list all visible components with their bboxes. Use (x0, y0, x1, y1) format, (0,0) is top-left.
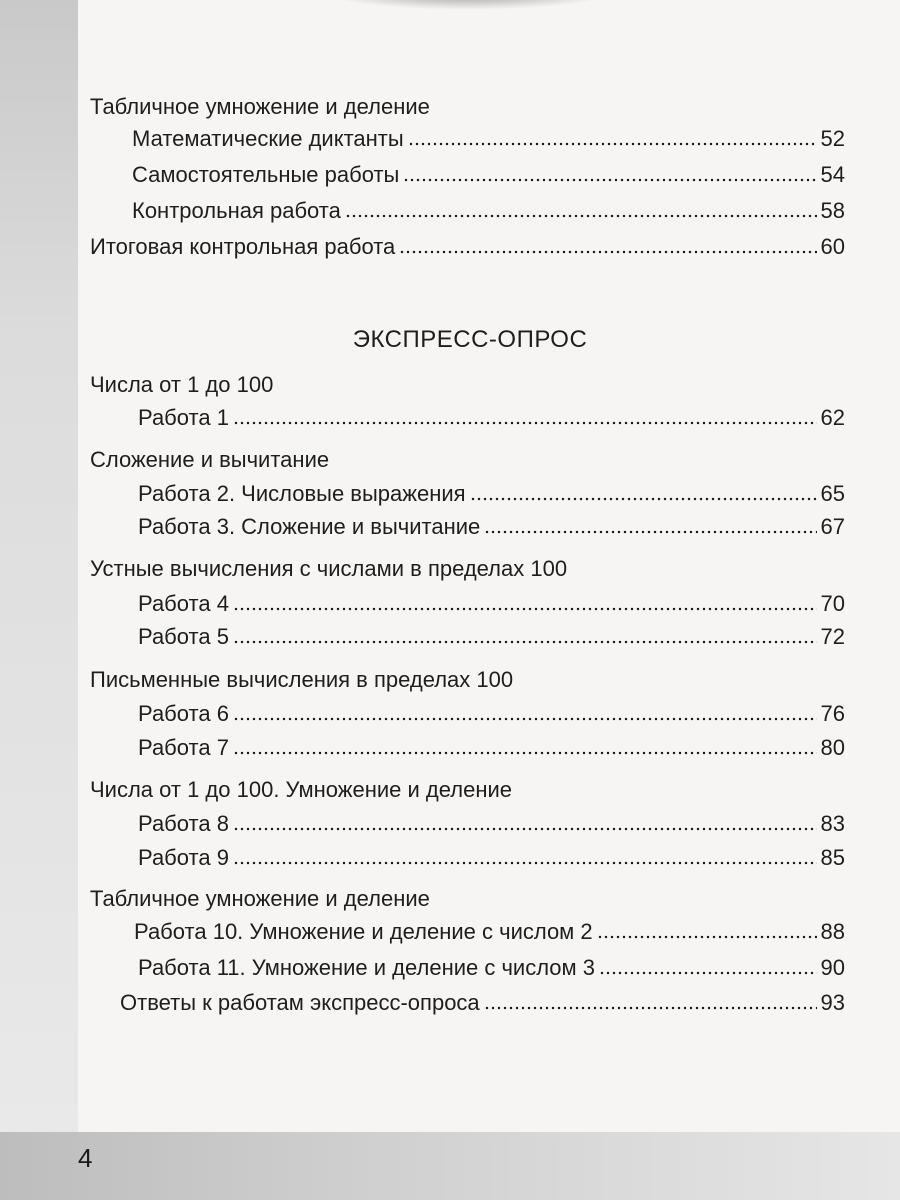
dot-leader (484, 1006, 817, 1010)
toc-entry-label: Работа 8 (138, 811, 229, 836)
toc-entry-label: Контрольная работа (132, 198, 341, 223)
toc-entry-label: Работа 7 (138, 735, 229, 760)
dot-leader (233, 861, 817, 865)
toc-group-heading: Числа от 1 до 100 (90, 372, 274, 397)
dot-leader (345, 214, 817, 218)
toc-entry-label: Математические диктанты (132, 126, 404, 151)
toc-group-heading: Табличное умножение и деление (90, 886, 430, 911)
toc-entry-page: 58 (820, 198, 845, 223)
toc-group-heading: Числа от 1 до 100. Умножение и деление (90, 777, 513, 802)
toc-entry-page: 67 (820, 514, 845, 539)
dot-leader (408, 142, 817, 146)
toc-entry-final[interactable] (90, 234, 845, 260)
toc-entry-label: Работа 10. Умножение и деление с числом 2 (134, 919, 593, 944)
toc-entry-page: 65 (820, 481, 845, 506)
page-left-margin (0, 0, 78, 1132)
dot-leader (233, 717, 817, 721)
toc-entry-page: 76 (820, 701, 845, 726)
toc-entry-label: Ответы к работам экспресс-опроса (120, 990, 480, 1015)
dot-leader (484, 530, 816, 534)
toc-entry[interactable] (138, 811, 845, 837)
toc-entry[interactable] (138, 735, 845, 761)
toc-entry-page: 93 (820, 990, 845, 1015)
toc-entry[interactable] (138, 405, 845, 431)
toc-entry-page: 85 (820, 845, 845, 870)
top-shadow (318, 0, 618, 10)
toc-entry-label: Работа 2. Числовые выражения (138, 481, 466, 506)
dot-leader (470, 497, 817, 501)
toc-entry-page: 60 (820, 234, 845, 259)
dot-leader (233, 751, 817, 755)
page-footer-band (0, 1132, 900, 1200)
toc-group-heading: Устные вычисления с числами в пределах 100 (90, 556, 568, 581)
dot-leader (597, 935, 817, 939)
toc-entry[interactable] (132, 162, 845, 188)
section-title-express: ЭКСПРЕСС-ОПРОС (352, 326, 588, 353)
toc-entry[interactable] (138, 845, 845, 871)
toc-entry-label: Итоговая контрольная работа (90, 234, 396, 259)
toc-heading-multiplication: Табличное умножение и деление (90, 94, 430, 119)
toc-entry[interactable] (132, 126, 845, 152)
toc-entry-label: Работа 11. Умножение и деление с числом 3 (138, 955, 596, 980)
toc-entry-page: 54 (820, 162, 845, 187)
toc-entry-page: 72 (820, 624, 845, 649)
toc-entry-label: Работа 5 (138, 624, 229, 649)
dot-leader (233, 421, 817, 425)
toc-entry-label: Работа 3. Сложение и вычитание (138, 514, 481, 539)
toc-entry-page: 62 (820, 405, 845, 430)
toc-entry[interactable] (138, 701, 845, 727)
toc-group-heading: Письменные вычисления в пределах 100 (90, 667, 514, 692)
toc-entry-page: 90 (820, 955, 845, 980)
dot-leader (233, 607, 817, 611)
page-number: 4 (78, 1143, 93, 1173)
dot-leader (233, 827, 817, 831)
toc-entry[interactable] (138, 624, 845, 650)
toc-entry-page: 80 (820, 735, 845, 760)
dot-leader (399, 250, 816, 254)
toc-entry-label: Работа 4 (138, 591, 229, 616)
toc-entry-page: 88 (820, 919, 845, 944)
toc-entry[interactable] (138, 591, 845, 617)
dot-leader (403, 178, 816, 182)
toc-entry[interactable] (132, 198, 845, 224)
dot-leader (599, 971, 817, 975)
toc-entry[interactable] (138, 514, 845, 540)
toc-entry[interactable] (134, 919, 845, 945)
toc-entry[interactable] (138, 955, 845, 981)
toc-entry-page: 52 (820, 126, 845, 151)
toc-entry-label: Самостоятельные работы (132, 162, 400, 187)
toc-group-heading: Сложение и вычитание (90, 447, 330, 472)
toc-entry-label: Работа 9 (138, 845, 229, 870)
toc-entry-label: Работа 6 (138, 701, 229, 726)
toc-entry-answers[interactable] (120, 990, 845, 1016)
toc-entry-page: 70 (820, 591, 845, 616)
dot-leader (233, 640, 817, 644)
toc-entry[interactable] (138, 481, 845, 507)
toc-entry-label: Работа 1 (138, 405, 229, 430)
toc-entry-page: 83 (820, 811, 845, 836)
